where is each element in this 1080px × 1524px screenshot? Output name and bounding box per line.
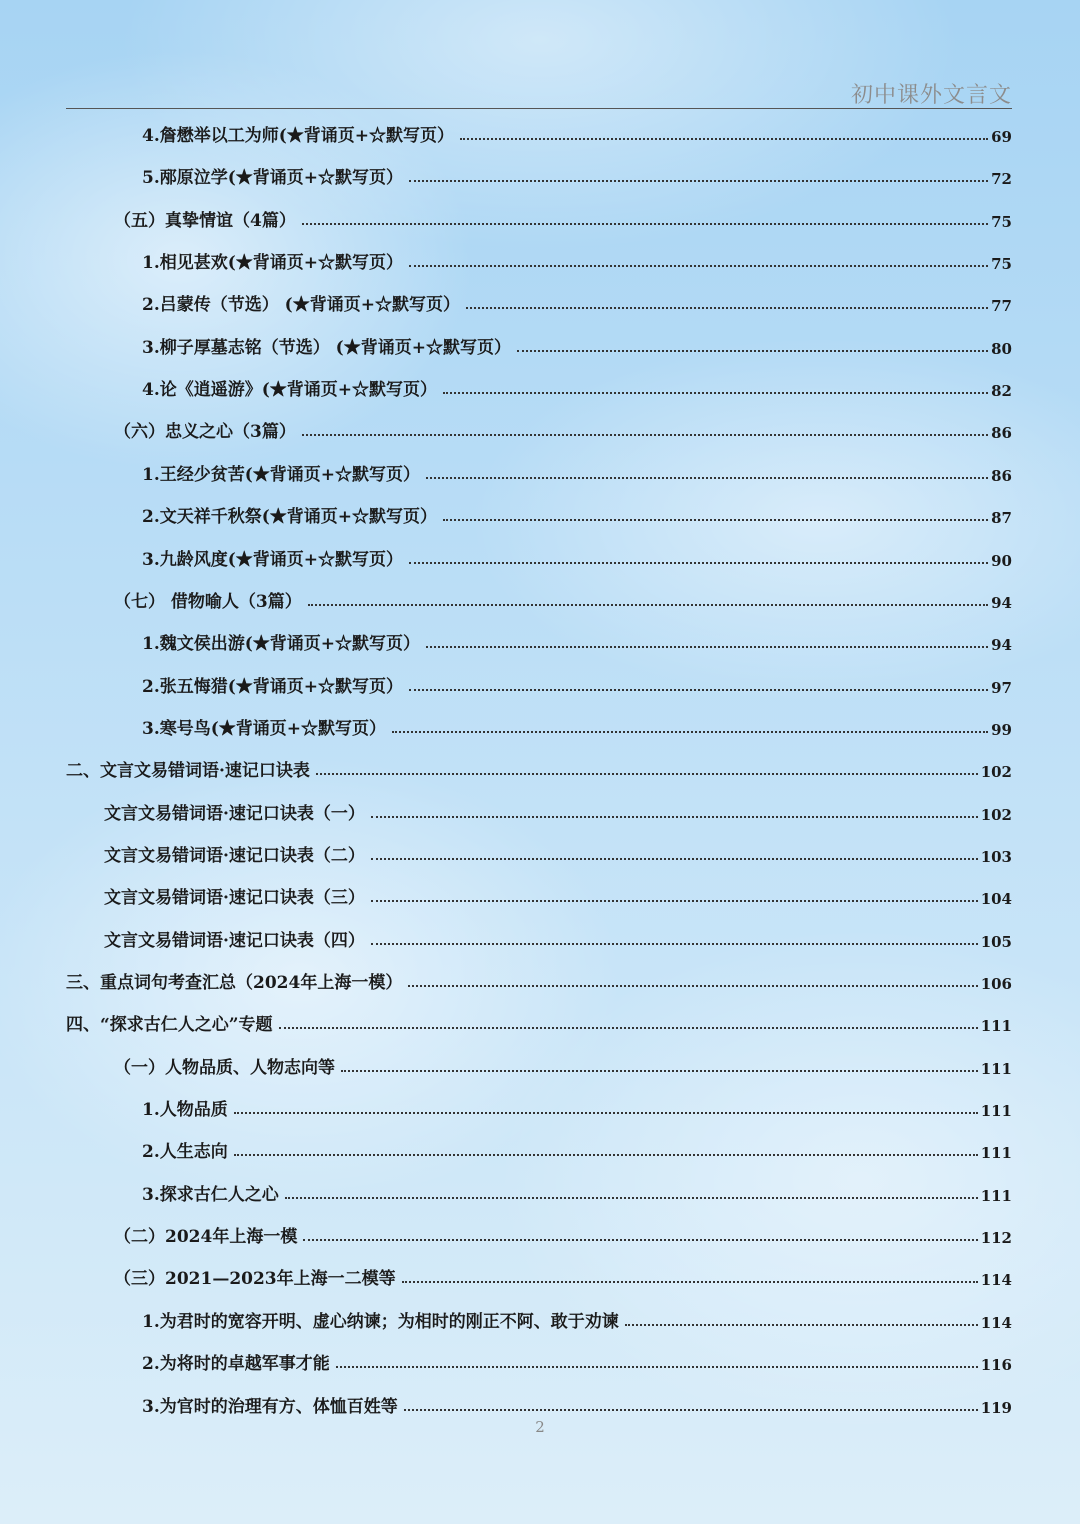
toc-dot-leader bbox=[371, 858, 978, 860]
toc-entry-title: （一）人物品质、人物志向等 bbox=[114, 1057, 335, 1078]
toc-entry[interactable] bbox=[66, 1132, 1012, 1162]
toc-entry[interactable] bbox=[66, 285, 1012, 315]
toc-entry[interactable] bbox=[66, 540, 1012, 570]
toc-entry-title: 3.为官时的治理有方、体恤百姓等 bbox=[142, 1396, 398, 1417]
toc-entry-page-number: 97 bbox=[991, 678, 1012, 697]
toc-dot-leader bbox=[460, 138, 988, 140]
toc-dot-leader bbox=[392, 731, 988, 733]
toc-dot-leader bbox=[404, 1409, 978, 1411]
toc-entry[interactable] bbox=[66, 497, 1012, 527]
toc-entry-title: 3.九龄风度(★背诵页+☆默写页） bbox=[142, 549, 404, 570]
toc-entry[interactable] bbox=[66, 1344, 1012, 1374]
toc-entry-page-number: 106 bbox=[980, 975, 1012, 993]
toc-entry-title: 4.论《逍遥游》(★背诵页+☆默写页） bbox=[142, 380, 438, 401]
toc-entry[interactable] bbox=[66, 963, 1012, 993]
toc-entry[interactable] bbox=[66, 878, 1012, 908]
toc-dot-leader bbox=[426, 477, 988, 479]
toc-dot-leader bbox=[409, 562, 988, 564]
toc-entry[interactable] bbox=[66, 1217, 1012, 1247]
toc-entry[interactable] bbox=[66, 624, 1012, 654]
toc-entry-title: 二、文言文易错词语·速记口诀表 bbox=[66, 761, 310, 782]
toc-dot-leader bbox=[402, 1281, 978, 1283]
toc-dot-leader bbox=[426, 646, 988, 648]
toc-entry-title: 2.文天祥千秋祭(★背诵页+☆默写页） bbox=[142, 507, 438, 528]
toc-dot-leader bbox=[443, 392, 988, 394]
toc-entry-page-number: 116 bbox=[980, 1356, 1012, 1375]
toc-entry-page-number: 111 bbox=[980, 1017, 1012, 1036]
toc-entry[interactable] bbox=[66, 243, 1012, 273]
toc-dot-leader bbox=[443, 519, 988, 521]
toc-entry-page-number: 80 bbox=[991, 339, 1012, 358]
toc-dot-leader bbox=[234, 1112, 978, 1114]
toc-dot-leader bbox=[517, 350, 988, 352]
toc-entry-title: （六）忠义之心（3篇） bbox=[114, 422, 296, 443]
toc-entry-title: （三）2021—2023年上海一二模等 bbox=[114, 1269, 396, 1290]
toc-dot-leader bbox=[303, 1239, 977, 1241]
toc-entry-title: 3.探求古仁人之心 bbox=[142, 1184, 279, 1205]
toc-dot-leader bbox=[285, 1197, 978, 1199]
toc-entry-page-number: 94 bbox=[991, 636, 1012, 655]
toc-dot-leader bbox=[302, 434, 988, 436]
toc-entry[interactable] bbox=[66, 1090, 1012, 1120]
document-header-title: 初中课外文言文 bbox=[850, 83, 1012, 108]
toc-entry-title: 1.魏文侯出游(★背诵页+☆默写页） bbox=[142, 634, 421, 655]
toc-entry-title: 2.张五悔猎(★背诵页+☆默写页） bbox=[142, 676, 404, 697]
toc-entry[interactable] bbox=[66, 1005, 1012, 1035]
toc-entry[interactable] bbox=[66, 158, 1012, 188]
toc-entry-title: 1.王经少贫苦(★背诵页+☆默写页） bbox=[142, 464, 421, 485]
toc-entry-page-number: 75 bbox=[991, 212, 1012, 231]
toc-entry-title: 1.人物品质 bbox=[142, 1100, 228, 1121]
toc-entry[interactable] bbox=[66, 667, 1012, 697]
toc-entry-title: 文言文易错词语·速记口诀表（二） bbox=[104, 845, 365, 866]
toc-entry-page-number: 94 bbox=[991, 593, 1012, 612]
toc-entry-page-number: 102 bbox=[980, 805, 1012, 824]
toc-entry-title: 5.邴原泣学(★背诵页+☆默写页） bbox=[142, 168, 404, 189]
toc-entry-page-number: 111 bbox=[980, 1186, 1012, 1205]
toc-entry-title: 3.柳子厚墓志铭（节选） (★背诵页+☆默写页） bbox=[142, 337, 511, 358]
toc-entry[interactable] bbox=[66, 1175, 1012, 1205]
toc-dot-leader bbox=[409, 180, 988, 182]
toc-entry-title: 4.詹懋举以工为师(★背诵页+☆默写页） bbox=[142, 126, 455, 146]
toc-entry-title: 1.为君时的宽容开明、虚心纳谏；为相时的刚正不阿、敢于劝谏 bbox=[142, 1311, 619, 1332]
toc-entry-page-number: 102 bbox=[980, 763, 1012, 782]
toc-entry[interactable] bbox=[66, 1048, 1012, 1078]
toc-entry[interactable] bbox=[66, 1259, 1012, 1289]
toc-dot-leader bbox=[409, 689, 988, 691]
toc-dot-leader bbox=[302, 223, 988, 225]
toc-entry-page-number: 119 bbox=[980, 1398, 1012, 1417]
toc-dot-leader bbox=[466, 307, 988, 309]
toc-entry-page-number: 114 bbox=[980, 1271, 1012, 1290]
toc-entry[interactable] bbox=[66, 201, 1012, 231]
toc-entry[interactable] bbox=[66, 116, 1012, 146]
toc-dot-leader bbox=[408, 985, 977, 987]
toc-entry[interactable] bbox=[66, 709, 1012, 739]
toc-entry-title: 2.吕蒙传（节选） (★背诵页+☆默写页） bbox=[142, 295, 460, 316]
toc-dot-leader bbox=[279, 1027, 978, 1029]
toc-entry[interactable] bbox=[66, 1387, 1012, 1417]
toc-entry-page-number: 114 bbox=[980, 1313, 1012, 1332]
toc-dot-leader bbox=[371, 900, 978, 902]
toc-entry-title: 1.相见甚欢(★背诵页+☆默写页） bbox=[142, 253, 404, 274]
toc-dot-leader bbox=[371, 943, 978, 945]
toc-entry-page-number: 82 bbox=[991, 382, 1012, 401]
toc-entry[interactable] bbox=[66, 582, 1012, 612]
toc-entry[interactable] bbox=[66, 328, 1012, 358]
toc-entry-title: （五）真挚情谊（4篇） bbox=[114, 210, 296, 231]
toc-entry-page-number: 77 bbox=[991, 297, 1012, 316]
toc-entry-page-number: 72 bbox=[991, 170, 1012, 189]
toc-entry[interactable] bbox=[66, 455, 1012, 485]
toc-dot-leader bbox=[341, 1070, 978, 1072]
toc-dot-leader bbox=[336, 1366, 978, 1368]
toc-entry-title: 2.人生志向 bbox=[142, 1142, 228, 1163]
toc-entry-page-number: 103 bbox=[980, 847, 1012, 866]
toc-entry-page-number: 69 bbox=[991, 128, 1012, 146]
toc-entry-title: 四、“探求古仁人之心”专题 bbox=[66, 1015, 273, 1036]
toc-entry[interactable] bbox=[66, 921, 1012, 951]
toc-dot-leader bbox=[316, 773, 978, 775]
toc-entry-title: （七） 借物喻人（3篇） bbox=[114, 591, 302, 612]
toc-entry-title: 文言文易错词语·速记口诀表（四） bbox=[104, 930, 365, 951]
toc-entry[interactable] bbox=[66, 836, 1012, 866]
toc-entry-page-number: 111 bbox=[980, 1059, 1012, 1078]
page-number: 2 bbox=[535, 1418, 545, 1436]
toc-entry-page-number: 111 bbox=[980, 1102, 1012, 1121]
toc-entry[interactable] bbox=[66, 370, 1012, 400]
toc-entry-page-number: 86 bbox=[991, 466, 1012, 485]
toc-entry[interactable] bbox=[66, 412, 1012, 442]
toc-entry[interactable] bbox=[66, 794, 1012, 824]
toc-entry-title: 三、重点词句考查汇总（2024年上海一模） bbox=[66, 973, 403, 993]
toc-entry-title: （二）2024年上海一模 bbox=[114, 1227, 298, 1248]
toc-entry-page-number: 99 bbox=[991, 720, 1012, 739]
header-divider bbox=[66, 108, 1012, 109]
toc-entry-title: 文言文易错词语·速记口诀表（三） bbox=[104, 888, 365, 909]
toc-entry-page-number: 112 bbox=[980, 1229, 1012, 1248]
toc-dot-leader bbox=[234, 1154, 978, 1156]
toc-entry-page-number: 87 bbox=[991, 509, 1012, 528]
toc-entry-title: 文言文易错词语·速记口诀表（一） bbox=[104, 803, 365, 824]
toc-dot-leader bbox=[308, 604, 988, 606]
toc-entry[interactable] bbox=[66, 751, 1012, 781]
toc-entry-page-number: 105 bbox=[980, 932, 1012, 951]
toc-entry-page-number: 75 bbox=[991, 255, 1012, 274]
toc-entry-page-number: 104 bbox=[980, 890, 1012, 909]
toc-entry-title: 2.为将时的卓越军事才能 bbox=[142, 1354, 330, 1375]
toc-entry-page-number: 86 bbox=[991, 424, 1012, 443]
toc-dot-leader bbox=[409, 265, 988, 267]
toc-entry-page-number: 90 bbox=[991, 551, 1012, 570]
toc-dot-leader bbox=[625, 1324, 978, 1326]
toc-entry[interactable] bbox=[66, 1302, 1012, 1332]
toc-entry-page-number: 111 bbox=[980, 1144, 1012, 1163]
toc-dot-leader bbox=[371, 816, 978, 818]
toc-entry-title: 3.寒号鸟(★背诵页+☆默写页） bbox=[142, 718, 387, 739]
